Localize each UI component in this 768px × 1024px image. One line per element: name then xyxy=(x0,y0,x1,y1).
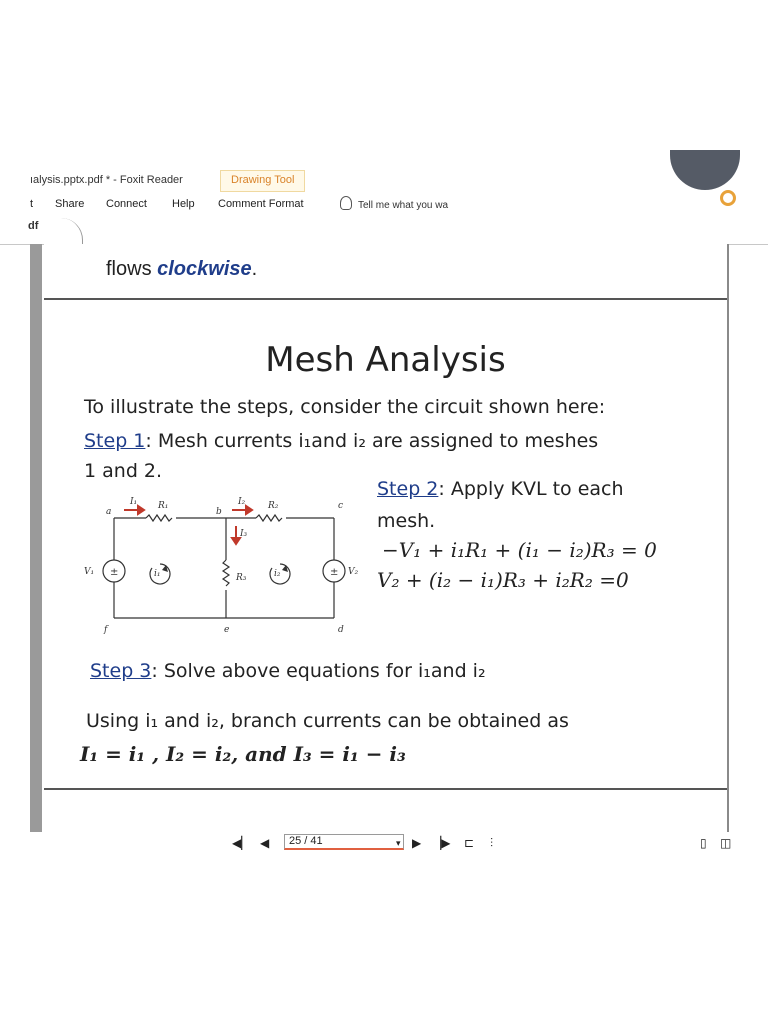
tab-edge xyxy=(40,218,83,244)
circuit-diagram xyxy=(76,488,366,634)
ribbon-menu xyxy=(0,194,768,218)
step3-text: : Solve above equations for i₁and i₂ xyxy=(151,660,486,682)
step2-text: : Apply KVL to each xyxy=(438,478,624,500)
node-c-label: c xyxy=(338,501,344,511)
step1-line xyxy=(84,430,598,452)
node-d-label: d xyxy=(338,625,344,634)
document-tab[interactable]: df xyxy=(28,220,39,232)
resistor-R1-label: R₁ xyxy=(158,501,169,511)
node-a-label: a xyxy=(106,507,112,517)
last-page-icon[interactable]: ▕▶ xyxy=(432,836,451,850)
tell-me-text: Tell me what you wa xyxy=(358,200,449,211)
step2-label: Step 2 xyxy=(377,478,439,500)
tab-drawing-tool[interactable]: Drawing Tool xyxy=(220,170,305,192)
node-f-label: f xyxy=(104,625,108,634)
branch-current-equations: I₁ = i₁ , I₂ = i₂, and I₃ = i₁ − i₃ xyxy=(80,742,406,766)
kvl-equation-2: V₂ + (i₂ − i₁)R₃ + i₂R₂ =0 xyxy=(377,568,629,592)
document-title: ıalysis.pptx.pdf * - Foxit Reader xyxy=(30,174,183,186)
node-b-label: b xyxy=(216,507,222,517)
emphasis-clockwise: clockwise xyxy=(157,258,252,280)
source-V2-label: V₂ xyxy=(348,567,359,577)
current-I1-label: I₁ xyxy=(130,497,138,507)
mesh-current-i2-label: i₂ xyxy=(274,569,281,579)
page-view-icon[interactable]: ▯ xyxy=(700,836,707,850)
facing-view-icon[interactable]: ◫ xyxy=(720,836,732,850)
step1-line2: 1 and 2. xyxy=(84,460,163,482)
menu-item-partial[interactable]: t xyxy=(30,198,34,210)
vertical-scrollbar[interactable] xyxy=(727,244,729,832)
step3-line xyxy=(90,660,486,682)
step2-line2: mesh. xyxy=(377,510,436,532)
slide-mesh-analysis xyxy=(44,300,727,790)
mesh-current-i1-label: i₁ xyxy=(154,569,161,579)
step1-text: : Mesh currents i₁and i₂ are assigned to meshes xyxy=(145,430,599,452)
slide-title: Mesh Analysis xyxy=(265,340,506,380)
current-I3-label: I₃ xyxy=(240,529,248,539)
resistor-R3-label: R₃ xyxy=(236,573,247,583)
step1-label: Step 1 xyxy=(84,430,146,452)
page-navigation-bar xyxy=(0,832,768,856)
step2-line xyxy=(377,478,624,500)
menu-item-share[interactable]: Share xyxy=(55,198,85,210)
page-dropdown-icon[interactable]: ▾ xyxy=(396,838,401,848)
branch-currents-text: Using i₁ and i₂, branch currents can be obtained as xyxy=(86,710,569,732)
menu-item-help[interactable]: Help xyxy=(172,198,195,210)
first-page-icon[interactable]: ◀▏ xyxy=(232,836,251,850)
document-tab-bar xyxy=(0,218,768,245)
next-page-icon[interactable]: ▶ xyxy=(412,836,422,850)
intro-text: To illustrate the steps, consider the circuit shown here: xyxy=(84,396,606,418)
previous-slide-text: flows clockwise. xyxy=(106,258,258,280)
kvl-equation-1: −V₁ + i₁R₁ + (i₁ − i₂)R₃ = 0 xyxy=(382,538,657,562)
left-panel-bar xyxy=(30,244,42,832)
tell-me-search[interactable] xyxy=(340,196,448,211)
single-page-view-icon[interactable]: ⊏ xyxy=(464,836,475,850)
svg-text:±: ± xyxy=(110,567,119,578)
page-number-input[interactable]: 25 / 41 xyxy=(284,834,404,850)
ring-icon[interactable] xyxy=(720,190,736,206)
lightbulb-icon xyxy=(340,196,352,210)
step3-label: Step 3 xyxy=(90,660,152,682)
menu-item-connect[interactable]: Connect xyxy=(106,198,147,210)
continuous-view-icon[interactable]: ⫶ xyxy=(490,836,494,850)
source-V1-label: V₁ xyxy=(84,567,95,577)
svg-text:±: ± xyxy=(330,567,339,578)
node-e-label: e xyxy=(224,625,230,634)
current-I2-label: I₂ xyxy=(238,497,246,507)
menu-item-comment-format[interactable]: Comment Format xyxy=(218,198,304,210)
title-bar xyxy=(0,170,768,194)
previous-slide-fragment xyxy=(44,244,727,300)
previous-page-icon[interactable]: ◀ xyxy=(260,836,270,850)
resistor-R2-label: R₂ xyxy=(268,501,279,511)
